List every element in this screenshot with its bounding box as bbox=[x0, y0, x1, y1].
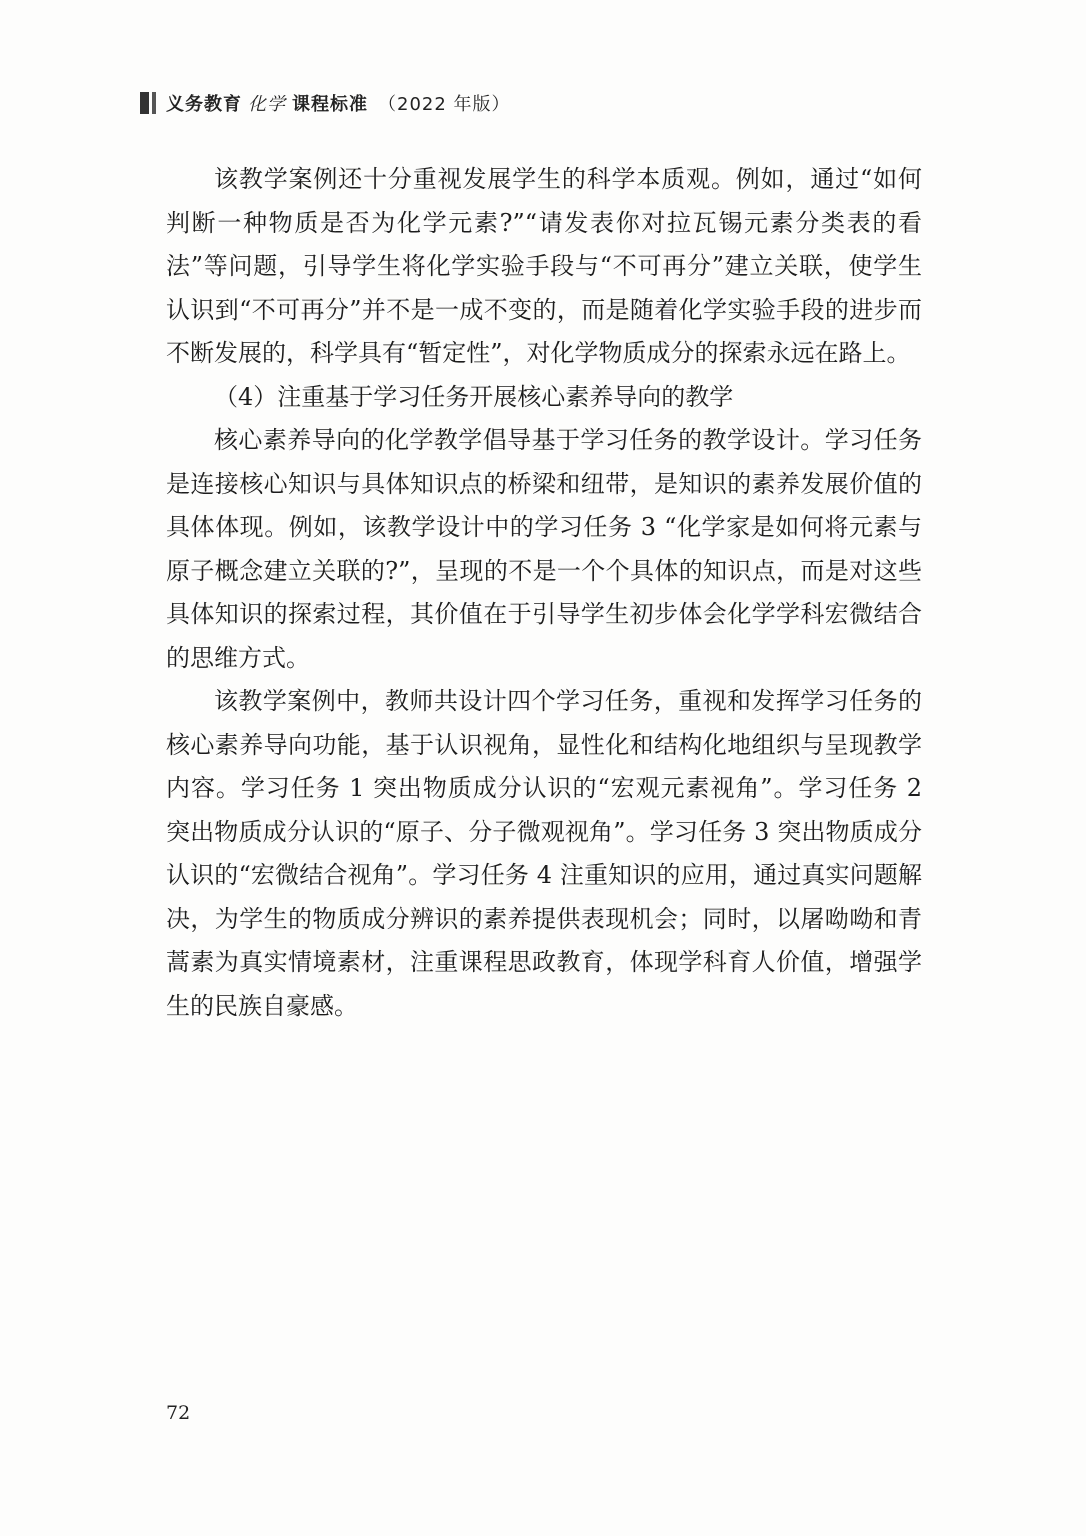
section-heading-4: （4）注重基于学习任务开展核心素养导向的教学 bbox=[214, 382, 734, 411]
page-number: 72 bbox=[166, 1402, 191, 1424]
header-edition: （2022 年版） bbox=[378, 94, 511, 115]
header-standard: 课程标准 bbox=[292, 94, 368, 115]
body-text bbox=[166, 158, 922, 1028]
paragraph-science-nature: 该教学案例还十分重视发展学生的科学本质观。例如，通过“如何判断一种物质是否为化学元素?”“请发表你对拉瓦锡元素分类表的看法”等问题，引导学生将化学实验手段与“不可再分”建立关联，使学生认识到“不可再分”并不是一成不变的，而是随着化学实验手段的进步而不断发展的，科学具有“暂定性”，对化学物质成分的探索永远在路上。 bbox=[166, 165, 922, 367]
header-bar-thin bbox=[152, 92, 156, 114]
header-bar-thick bbox=[140, 92, 149, 114]
header-book: 义务教育 bbox=[166, 94, 242, 115]
paragraph-four-tasks: 该教学案例中，教师共设计四个学习任务，重视和发挥学习任务的核心素养导向功能，基于认识视角，显性化和结构化地组织与呈现教学内容。学习任务 1 突出物质成分认识的“宏观元素视角”。学习任务 2 突出物质成分认识的“原子、分子微观视角”。学习任务 3 突出物质成分认识的“宏微结合视角”。学习任务 4 注重知识的应用，通过真实问题解决，为学生的物质成分辨识的素养提供表现机会；同时，以屠呦呦和青蒿素为真实情境素材，注重课程思政教育，体现学科育人价值，增强学生的民族自豪感。 bbox=[166, 687, 922, 1020]
header-title bbox=[166, 90, 511, 116]
running-header bbox=[140, 90, 511, 116]
header-bars-icon bbox=[140, 92, 156, 114]
header-subject: 化学 bbox=[248, 94, 286, 115]
paragraph-learning-tasks: 核心素养导向的化学教学倡导基于学习任务的教学设计。学习任务是连接核心知识与具体知识点的桥梁和纽带，是知识的素养发展价值的具体体现。例如，该教学设计中的学习任务 3 “化学家是如何将元素与原子概念建立关联的?”，呈现的不是一个个具体的知识点，而是对这些具体知识的探索过程，其价值在于引导学生初步体会化学学科宏微结合的思维方式。 bbox=[166, 426, 922, 672]
